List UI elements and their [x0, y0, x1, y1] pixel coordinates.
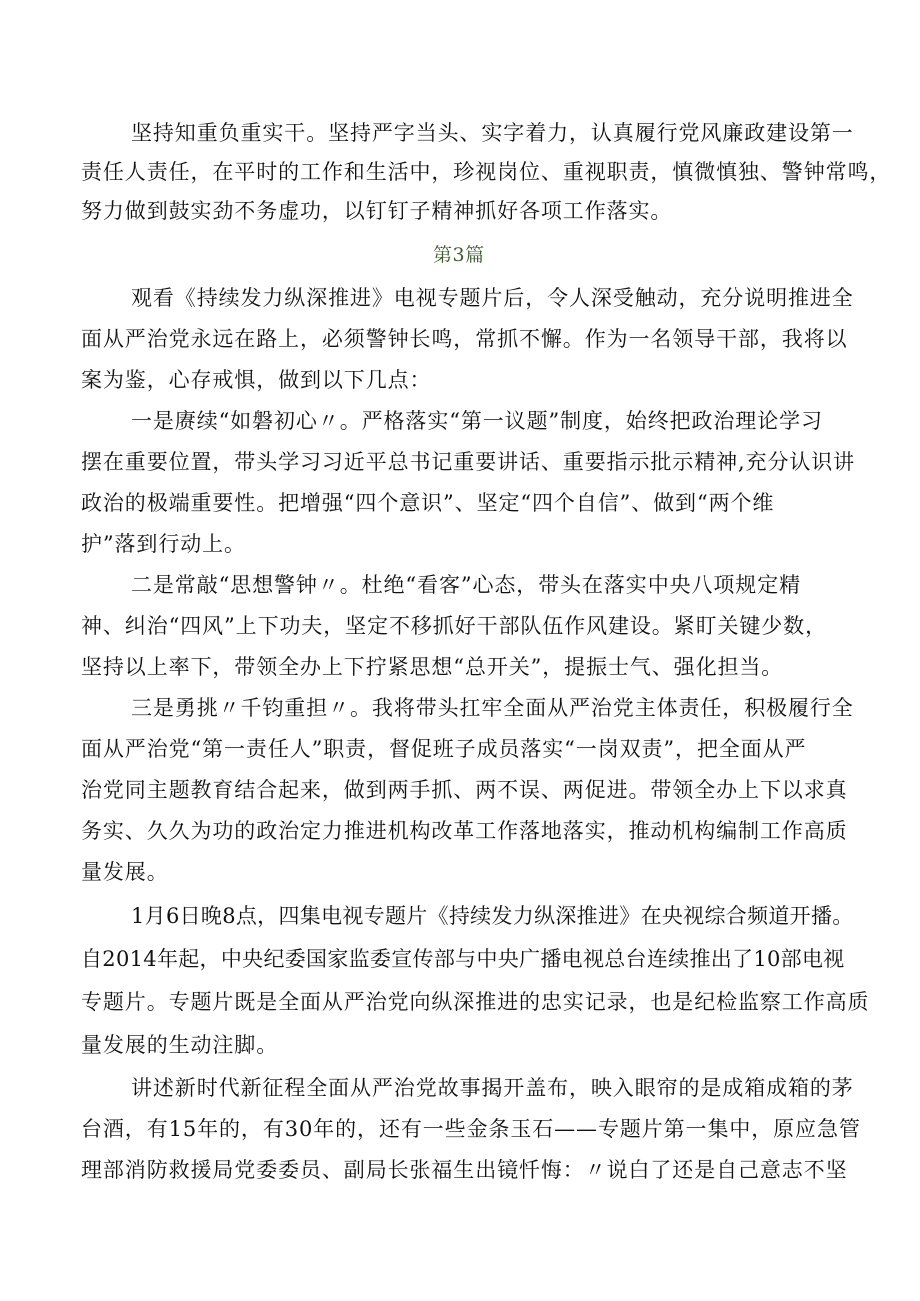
paragraph-line: 一是赓续“如磐初心〃。严格落实“第一议题”制度，始终把政治理论学习	[131, 409, 823, 433]
paragraph-line: 坚持知重负重实干。坚持严字当头、实字着力，认真履行党风廉政建设第一	[131, 121, 854, 145]
paragraph-line: 量发展的生动注脚。	[81, 1033, 279, 1057]
section-heading: 第3篇	[433, 244, 485, 266]
paragraph-line: 面从严治党永远在路上，必须警钟长鸣，常抓不懈。作为一名领导干部，我将以	[81, 327, 848, 351]
paragraph-line: 自2014年起，中央纪委国家监委宣传部与中央广播电视总台连续推出了10部电视	[81, 947, 845, 971]
paragraph-line: 政治的极端重要性。把增强“四个意识”、坚定“四个自信”、做到“两个维	[81, 491, 775, 515]
paragraph-line: 摆在重要位置，带头学习习近平总书记重要讲话、重要指示批示精神,充分认识讲	[81, 450, 856, 474]
paragraph-line: 神、纠治“四风”上下功夫，坚定不移抓好干部队伍作风建设。紧盯关键少数，	[81, 614, 827, 638]
paragraph-line: 二是常敲“思想警钟〃。杜绝“看客”心态，带头在落实中央八项规定精	[131, 573, 802, 597]
paragraph-line: 治党同主题教育结合起来，做到两手抓、两不误、两促进。带领全办上下以求真	[81, 778, 848, 802]
paragraph-line: 专题片。专题片既是全面从严治党向纵深推进的忠实记录，也是纪检监察工作高质	[81, 990, 870, 1014]
paragraph-line: 台酒，有15年的，有30年的，还有一些金条玉石——专题片第一集中，原应急管	[81, 1117, 861, 1141]
paragraph-line: 量发展。	[81, 860, 169, 884]
paragraph-line: 务实、久久为功的政治定力推进机构改革工作落地落实，推动机构编制工作高质	[81, 819, 848, 843]
paragraph-line: 护”落到行动上。	[81, 532, 246, 556]
paragraph-line: 案为鉴，心存戒惧，做到以下几点：	[81, 368, 432, 392]
paragraph-line: 观看《持续发力纵深推进》电视专题片后，令人深受触动，充分说明推进全	[131, 286, 854, 310]
paragraph-line: 理部消防救援局党委委员、副局长张福生出镜忏悔：〃说白了还是自己意志不坚	[81, 1158, 848, 1182]
paragraph-line: 努力做到鼓实劲不务虚功，以钉钉子精神抓好各项工作落实。	[81, 199, 673, 223]
paragraph-line: 坚持以上率下，带领全办上下拧紧思想“总开关”，提振士气、强化担当。	[81, 655, 784, 679]
paragraph-line: 三是勇挑〃千钧重担〃。我将带头扛牢全面从严治党主体责任，积极履行全	[131, 696, 854, 720]
paragraph-line: 讲述新时代新征程全面从严治党故事揭开盖布，映入眼帘的是成箱成箱的茅	[131, 1076, 854, 1100]
paragraph-line: 责任人责任，在平时的工作和生活中，珍视岗位、重视职责，慎微慎独、警钟常鸣，	[81, 160, 892, 184]
paragraph-line: 面从严治党“第一责任人”职责，督促班子成员落实“一岗双责”，把全面从严	[81, 737, 807, 761]
paragraph-line: 1月6日晚8点，四集电视专题片《持续发力纵深推进》在央视综合频道开播。	[131, 904, 854, 928]
